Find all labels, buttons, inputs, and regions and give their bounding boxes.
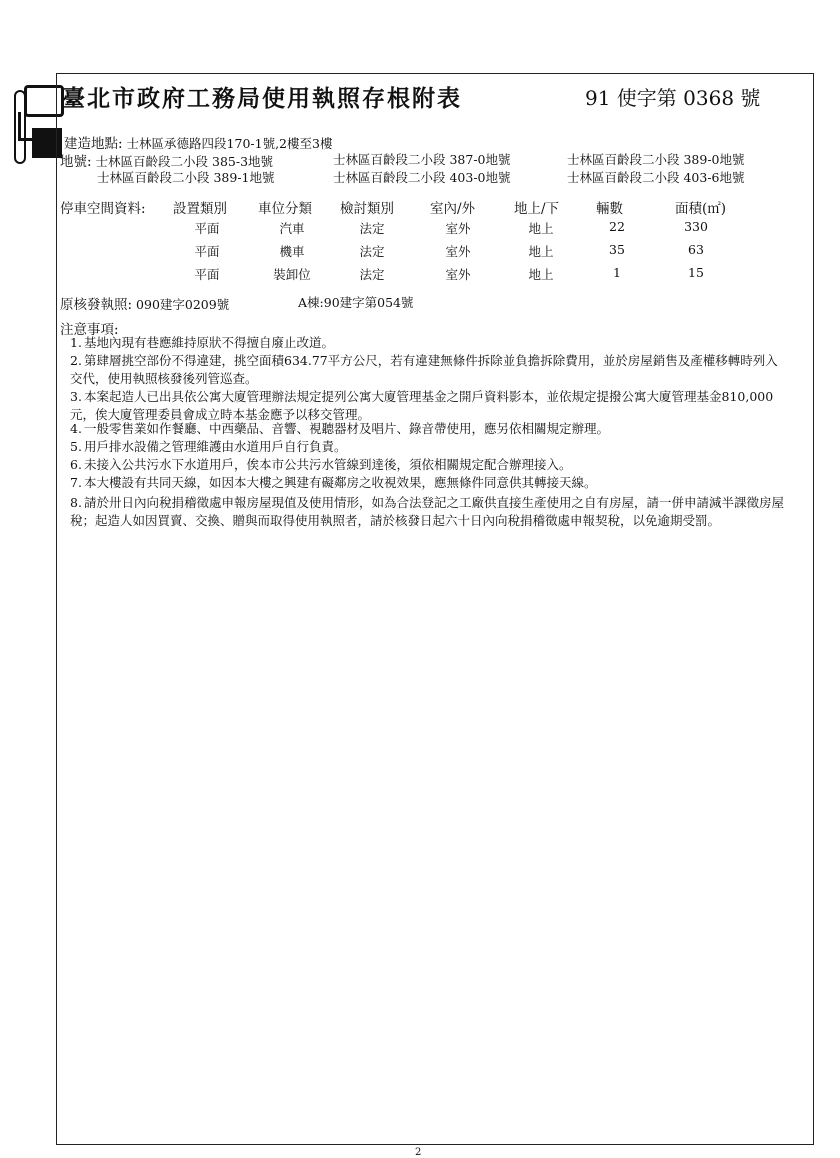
note-number: 4.: [70, 421, 82, 436]
lot-item: 士林區百齡段二小段 385-3地號: [95, 154, 274, 169]
parking-cell: 地上: [528, 221, 554, 236]
note-number: 1.: [70, 335, 82, 350]
parking-header-cell: 地上/下: [514, 201, 560, 217]
parking-cell: 機車: [279, 244, 305, 259]
lot-item: 士林區百齡段二小段 403-0地號: [333, 170, 511, 185]
parking-cell: 法定: [359, 267, 385, 282]
lots-row-1: [60, 150, 273, 170]
document-title: 臺北市政府工務局使用執照存根附表: [62, 85, 462, 112]
parking-cell: 法定: [359, 221, 385, 236]
note-text: 請於卅日內向稅捐稽徵處申報房屋現值及使用情形，如為合法登記之工廠供直接生產使用之自有房屋，請一併申請減半課徵房屋稅；起造人如因買賣、交換、贈與而取得使用執照者，請於核發日起六十日內向稅捐稽徵處申報契稅，以免逾期受罰。: [70, 495, 785, 528]
location-label: 建造地點:: [64, 136, 123, 152]
note-item: [70, 352, 785, 388]
note-number: 3.: [70, 389, 82, 404]
page-number: 2: [415, 1147, 422, 1158]
original-permit-label: 原核發執照:: [60, 297, 133, 313]
note-text: 第肆層挑空部份不得違建，挑空面積634.77平方公尺，若有違建無條件拆除並負擔拆除費用，並於房屋銷售及產權移轉時列入交代，使用執照核發後列管巡查。: [70, 353, 778, 386]
lot-item: 士林區百齡段二小段 387-0地號: [333, 152, 511, 167]
parking-header-cell: 車位分類: [258, 201, 312, 217]
note-text: 一般零售業如作餐廳、中西藥品、音響、視聽器材及唱片、錄音帶使用，應另依相關規定辦理。: [84, 421, 610, 436]
note-number: 6.: [70, 457, 82, 472]
note-item: [70, 420, 785, 438]
lot-item: 士林區百齡段二小段 389-1地號: [97, 170, 275, 185]
parking-cell: 法定: [359, 244, 385, 259]
parking-cell: 室外: [445, 244, 471, 259]
note-number: 8.: [70, 495, 82, 510]
parking-cell: 室外: [445, 267, 471, 282]
lot-item: 士林區百齡段二小段 403-6地號: [567, 170, 745, 185]
note-number: 7.: [70, 475, 82, 490]
parking-cell: 室外: [445, 221, 471, 236]
parking-cell: 平面: [194, 267, 220, 282]
parking-cell: 汽車: [279, 221, 305, 236]
note-text: 本案起造人已出具依公寓大廈管理辦法規定提列公寓大廈管理基金之開戶資料影本，並依規定提撥公寓大廈管理基金810,000元，俟大廈管理委員會成立時本基金應予以移交管理。: [70, 389, 774, 422]
note-text: 用戶排水設備之管理維護由水道用戶自行負責。: [84, 439, 347, 454]
parking-header-cell: 室內/外: [430, 201, 476, 217]
parking-cell: 地上: [528, 267, 554, 282]
parking-header-cell: 輛數: [596, 201, 623, 217]
parking-cell: 1: [613, 265, 621, 280]
note-text: 未接入公共污水下水道用戶，俟本市公共污水管線到達後，須依相關規定配合辦理接入。: [84, 457, 572, 472]
parking-header-cell: 檢討類別: [340, 201, 394, 217]
note-item: [70, 334, 785, 352]
parking-cell: 35: [609, 242, 625, 257]
parking-cell: 15: [688, 265, 704, 280]
parking-cell: 地上: [528, 244, 554, 259]
lots-label: 地號:: [60, 154, 92, 170]
parking-cell: 平面: [194, 221, 220, 236]
original-permit-extra: A棟:90建字第054號: [298, 295, 414, 310]
note-item: [70, 388, 785, 424]
note-item: [70, 494, 785, 530]
note-item: [70, 474, 785, 492]
note-text: 基地內現有巷應維持原狀不得擅自廢止改道。: [84, 335, 335, 350]
parking-cell: 裝卸位: [273, 267, 311, 282]
parking-cell: 63: [688, 242, 704, 257]
note-item: [70, 456, 785, 474]
note-number: 5.: [70, 439, 82, 454]
original-permit-value: 090建字0209號: [136, 297, 230, 312]
parking-header-cell: 面積(㎡): [675, 201, 727, 217]
parking-label: 停車空間資料:: [60, 201, 146, 217]
location-line: [64, 132, 332, 152]
parking-cell: 22: [609, 219, 625, 234]
notes-title: 注意事項:: [60, 322, 119, 338]
location-value: 士林區承德路四段170-1號,2樓至3樓: [126, 136, 333, 151]
note-number: 2.: [70, 353, 82, 368]
lot-item: 士林區百齡段二小段 389-0地號: [567, 152, 745, 167]
original-permit-line: [60, 293, 229, 313]
parking-cell: 平面: [194, 244, 220, 259]
note-text: 本大樓設有共同天線，如因本大樓之興建有礙鄰房之收視效果，應無條件同意供其轉接天線。: [84, 475, 597, 490]
parking-header-cell: 設置類別: [173, 201, 227, 217]
note-item: [70, 438, 785, 456]
permit-number: 91 使字第 0368 號: [585, 86, 761, 110]
parking-cell: 330: [684, 219, 708, 234]
